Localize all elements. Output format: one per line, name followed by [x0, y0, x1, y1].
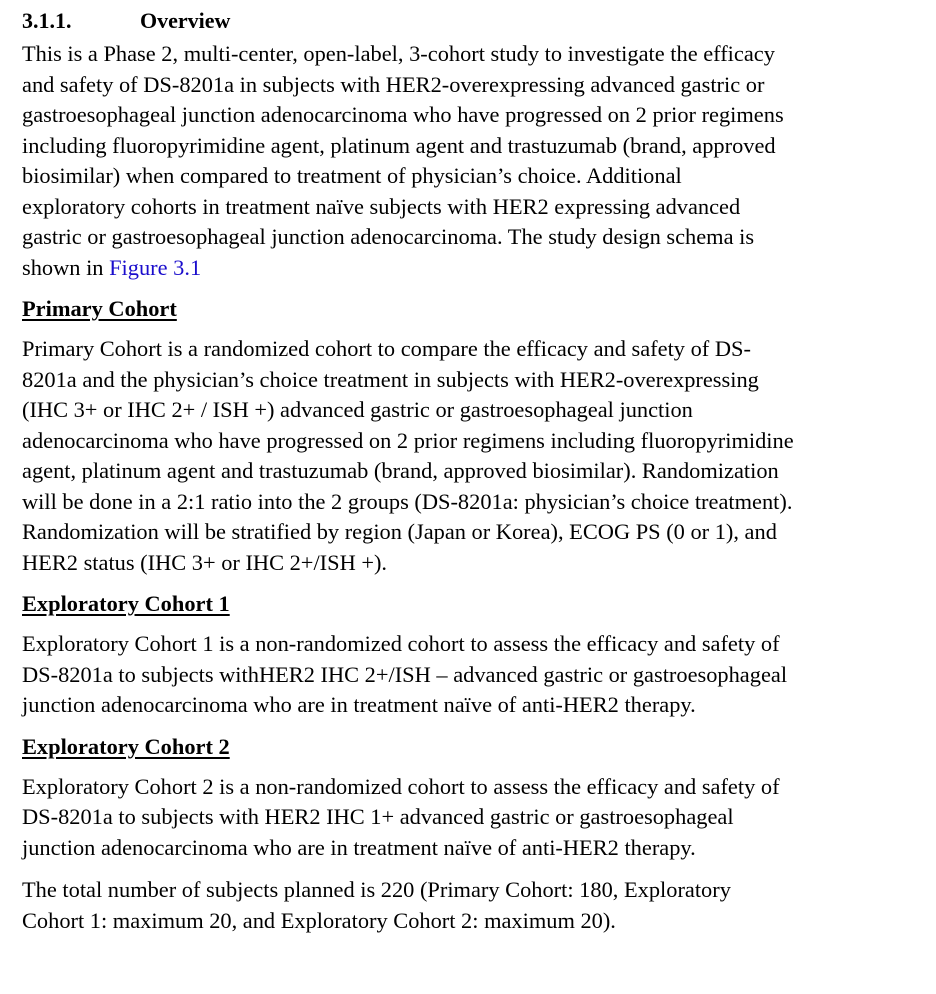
total-subjects-line: The total number of subjects planned is 220 (Primary Cohort: 180, Exploratory: [22, 877, 731, 902]
primary-cohort-heading: Primary Cohort: [22, 296, 177, 321]
exploratory-cohort-2-paragraph: [22, 772, 922, 864]
exploratory-cohort-1-line: Exploratory Cohort 1 is a non-randomized cohort to assess the efficacy and safety of: [22, 631, 780, 656]
overview-line: including fluoropyrimidine agent, platinum agent and trastuzumab (brand, approved: [22, 132, 776, 158]
primary-cohort-line: Primary Cohort is a randomized cohort to compare the efficacy and safety of DS-: [22, 336, 751, 361]
exploratory-cohort-1-paragraph: [22, 629, 922, 721]
document-page: [22, 6, 922, 936]
overview-line: gastroesophageal junction adenocarcinoma who have progressed on 2 prior regimens: [22, 102, 784, 127]
overview-line: gastric or gastroesophageal junction adenocarcinoma. The study design schema is: [22, 224, 755, 249]
exploratory-cohort-1-line: junction adenocarcinoma who are in treatment naïve of anti-HER2 therapy.: [22, 692, 696, 717]
primary-cohort-paragraph: [22, 334, 922, 578]
primary-cohort-line: (IHC 3+ or IHC 2+ / ISH +) advanced gastric or gastroesophageal junction: [22, 397, 693, 422]
section-number: 3.1.1.: [22, 8, 72, 33]
primary-cohort-line: HER2 status (IHC 3+ or IHC 2+/ISH +).: [22, 549, 388, 575]
exploratory-cohort-2-heading: Exploratory Cohort 2: [22, 733, 230, 759]
exploratory-cohort-1-heading: Exploratory Cohort 1: [22, 591, 230, 616]
primary-cohort-line: will be done in a 2:1 ratio into the 2 groups (DS-8201a: physician’s choice treatment).: [22, 488, 793, 514]
figure-3-1-link[interactable]: Figure 3.1: [109, 254, 202, 280]
primary-cohort-line: Randomization will be stratified by region (Japan or Korea), ECOG PS (0 or 1), and: [22, 519, 777, 544]
overview-last-line: [22, 253, 922, 284]
primary-cohort-line: adenocarcinoma who have progressed on 2 prior regimens including fluoropyrimidine: [22, 427, 794, 453]
overview-paragraph: [22, 39, 922, 283]
exploratory-cohort-2-line: Exploratory Cohort 2 is a non-randomized cohort to assess the efficacy and safety of: [22, 773, 780, 799]
exploratory-cohort-1-line: DS-8201a to subjects withHER2 IHC 2+/ISH – advanced gastric or gastroesophageal: [22, 661, 788, 687]
exploratory-cohort-2-line: junction adenocarcinoma who are in treatment naïve of anti-HER2 therapy.: [22, 834, 696, 860]
primary-cohort-line: agent, platinum agent and trastuzumab (brand, approved biosimilar). Randomization: [22, 458, 779, 483]
overview-line: exploratory cohorts in treatment naïve subjects with HER2 expressing advanced: [22, 193, 741, 219]
total-subjects-line: Cohort 1: maximum 20, and Exploratory Cohort 2: maximum 20).: [22, 907, 616, 933]
total-subjects-paragraph: [22, 875, 922, 936]
primary-cohort-line: 8201a and the physician’s choice treatment in subjects with HER2-overexpressing: [22, 366, 759, 392]
overview-last-line-text: shown in: [22, 254, 104, 280]
exploratory-cohort-2-line: DS-8201a to subjects with HER2 IHC 1+ advanced gastric or gastroesophageal: [22, 804, 734, 829]
section-heading: [22, 6, 922, 36]
overview-line: and safety of DS-8201a in subjects with HER2-overexpressing advanced gastric or: [22, 71, 765, 97]
overview-line: biosimilar) when compared to treatment of physician’s choice. Additional: [22, 163, 682, 188]
section-title: Overview: [140, 8, 231, 33]
overview-line: This is a Phase 2, multi-center, open-label, 3-cohort study to investigate the efficacy: [22, 41, 775, 66]
